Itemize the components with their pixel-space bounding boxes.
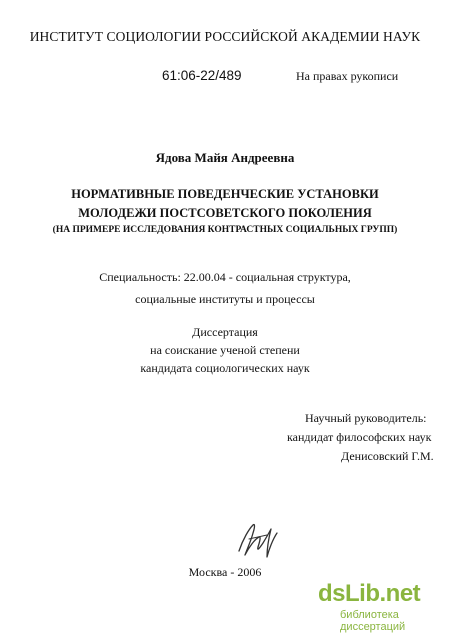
supervisor-label: Научный руководитель: bbox=[305, 411, 427, 425]
dissertation-line-3: кандидата социологических наук bbox=[140, 361, 310, 375]
dslib-logo-suffix: .net bbox=[379, 580, 421, 607]
institute-name: ИНСТИТУТ СОЦИОЛОГИИ РОССИЙСКОЙ АКАДЕМИИ НАУК bbox=[29, 29, 421, 44]
title-subtitle: (НА ПРИМЕРЕ ИССЛЕДОВАНИЯ КОНТРАСТНЫХ СОЦИАЛЬНЫХ ГРУПП) bbox=[52, 225, 398, 235]
author-name: Ядова Майя Андреевна bbox=[155, 150, 295, 165]
dissertation-line-1: Диссертация bbox=[192, 325, 258, 339]
dslib-subtitle: библиотека диссертаций bbox=[340, 609, 406, 633]
dslib-logo-main: dsLib bbox=[318, 580, 380, 607]
signature-image bbox=[233, 517, 293, 563]
supervisor-degree: кандидат философских наук bbox=[287, 430, 432, 444]
title-line-1: НОРМАТИВНЫЕ ПОВЕДЕНЧЕСКИЕ УСТАНОВКИ bbox=[71, 187, 379, 201]
city-year: Москва - 2006 bbox=[188, 565, 262, 579]
supervisor-name: Денисовский Г.М. bbox=[341, 449, 434, 463]
dissertation-line-2: на соискание ученой степени bbox=[150, 343, 300, 357]
specialty-line-2: социальные институты и процессы bbox=[135, 292, 315, 306]
dslib-watermark bbox=[318, 580, 448, 633]
catalog-code: 61:06-22/489 bbox=[162, 68, 242, 83]
title-line-2: МОЛОДЕЖИ ПОСТСОВЕТСКОГО ПОКОЛЕНИЯ bbox=[78, 206, 372, 220]
dslib-logo bbox=[318, 580, 420, 608]
manuscript-rights: На правах рукописи bbox=[296, 69, 399, 83]
specialty-line-1: Специальность: 22.00.04 - социальная структура, bbox=[99, 270, 351, 284]
